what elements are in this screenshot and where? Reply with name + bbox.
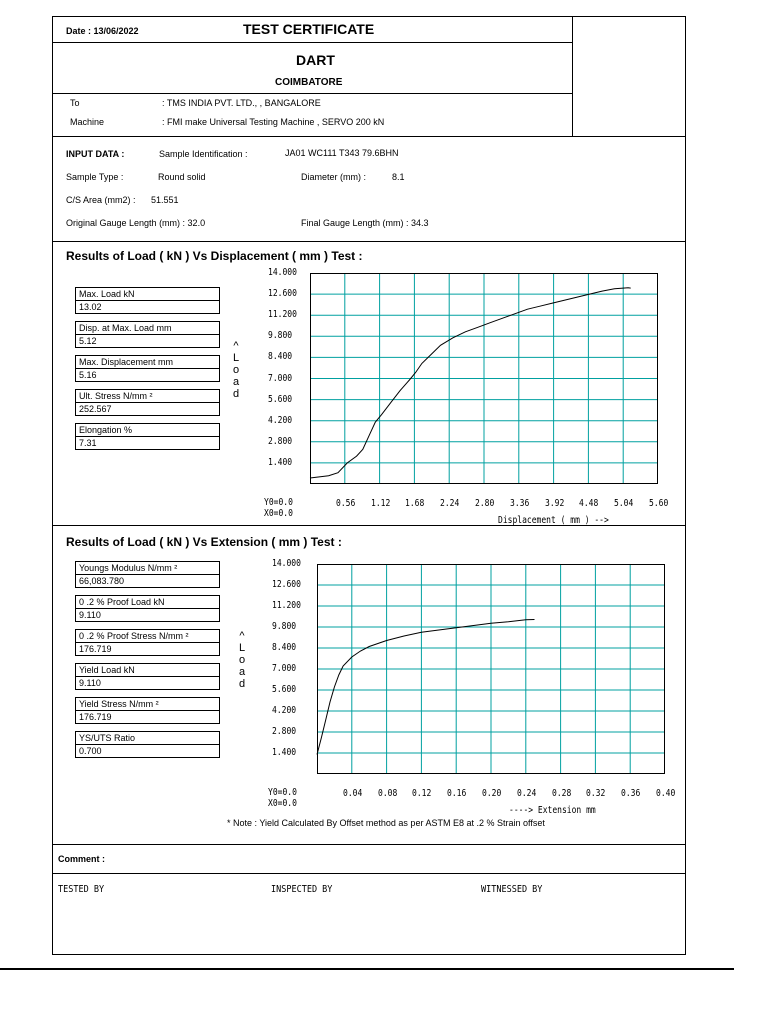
chart-svg bbox=[317, 564, 665, 774]
disp-result-value: 7.31 bbox=[79, 438, 97, 448]
x-tick-label: 5.60 bbox=[649, 498, 669, 509]
disp-result-box bbox=[75, 287, 220, 314]
sample-id-value: JA01 WC111 T343 79.6BHN bbox=[285, 148, 399, 158]
disp-result-value: 252.567 bbox=[79, 404, 112, 414]
disp-result-label: Ult. Stress N/mm ² bbox=[76, 390, 219, 403]
disp-result-value: 13.02 bbox=[79, 302, 102, 312]
y-tick-label: 14.000 bbox=[268, 267, 297, 278]
to-value: : TMS INDIA PVT. LTD., , BANGALORE bbox=[162, 98, 321, 108]
origin-label: X0=0.0 bbox=[264, 508, 293, 519]
frame-left bbox=[52, 16, 53, 954]
ext-result-label: 0 .2 % Proof Load kN bbox=[76, 596, 219, 609]
ext-result-value: 176.719 bbox=[79, 644, 112, 654]
x-tick-label: 0.24 bbox=[516, 788, 537, 799]
x-tick-label: 2.24 bbox=[440, 498, 460, 509]
x-tick-label: 3.36 bbox=[509, 498, 530, 509]
x-axis-label: Displacement ( mm ) --> bbox=[498, 515, 609, 526]
ext-result-value: 176.719 bbox=[79, 712, 112, 722]
sample-type-value: Round solid bbox=[158, 172, 206, 182]
y-tick-label: 4.200 bbox=[268, 414, 293, 426]
y-tick-label: 7.000 bbox=[268, 372, 293, 384]
cert-title: TEST CERTIFICATE bbox=[243, 21, 375, 37]
x-tick-label: 0.32 bbox=[586, 788, 606, 799]
x-tick-label: 0.40 bbox=[656, 788, 676, 799]
y-axis-label-letter: o bbox=[232, 364, 240, 376]
frame-bottom bbox=[52, 954, 686, 955]
header-line-3 bbox=[52, 136, 685, 137]
machine-label: Machine bbox=[70, 117, 105, 127]
org-city: COIMBATORE bbox=[275, 77, 343, 88]
y-tick-label: 9.800 bbox=[272, 621, 297, 632]
y-tick-label: 5.600 bbox=[272, 684, 297, 695]
x-tick-label: 4.48 bbox=[579, 498, 599, 509]
yield-note: * Note : Yield Calculated By Offset method as per ASTM E8 at .2 % Strain offset bbox=[227, 818, 545, 828]
x-tick-label: 0.04 bbox=[342, 788, 363, 799]
comment-label: Comment : bbox=[58, 854, 105, 864]
x-tick-label: 5.04 bbox=[614, 498, 634, 509]
witnessed-by: WITNESSED BY bbox=[481, 884, 543, 895]
y-tick-label: 1.400 bbox=[272, 747, 297, 758]
y-axis-label-letter: L bbox=[238, 642, 246, 654]
ext-result-value: 0.700 bbox=[79, 746, 102, 756]
x-tick-label: 0.12 bbox=[412, 788, 432, 799]
ext-result-label: Yield Load kN bbox=[76, 664, 219, 677]
y-tick-label: 12.600 bbox=[272, 579, 301, 590]
cs-area-value: 51.551 bbox=[151, 195, 179, 205]
header-line-2 bbox=[52, 93, 572, 94]
x-tick-label: 1.12 bbox=[370, 498, 390, 509]
inspected-by: INSPECTED BY bbox=[271, 884, 333, 895]
y-axis-label-letter: d bbox=[238, 678, 246, 690]
final-gauge-length: Final Gauge Length (mm) : 34.3 bbox=[301, 218, 429, 228]
x-tick-label: 3.92 bbox=[544, 498, 564, 509]
x-tick-label: 1.68 bbox=[405, 498, 425, 509]
ext-result-label: 0 .2 % Proof Stress N/mm ² bbox=[76, 630, 219, 643]
frame-top bbox=[52, 16, 685, 17]
x-tick-label: 0.20 bbox=[482, 788, 502, 799]
y-tick-label: 12.600 bbox=[268, 288, 297, 300]
y-tick-label: 11.200 bbox=[268, 309, 297, 321]
diameter-value: 8.1 bbox=[392, 172, 405, 182]
y-tick-label: 2.800 bbox=[272, 726, 297, 737]
y-tick-label: 8.400 bbox=[272, 642, 297, 653]
disp-result-label: Max. Displacement mm bbox=[76, 356, 219, 369]
x-axis-label: ----> Extension mm bbox=[509, 805, 596, 816]
y-axis-label-letter: a bbox=[232, 376, 240, 388]
y-axis-label-letter: L bbox=[232, 352, 240, 364]
section2-title: Results of Load ( kN ) Vs Extension ( mm ) Test : bbox=[66, 535, 342, 549]
diameter-label: Diameter (mm) : bbox=[301, 172, 366, 182]
ext-result-box bbox=[75, 663, 220, 690]
series-line bbox=[310, 288, 631, 478]
disp-result-box bbox=[75, 423, 220, 450]
cs-area-label: C/S Area (mm2) : bbox=[66, 195, 136, 205]
frame-right bbox=[685, 16, 686, 954]
ext-result-box bbox=[75, 731, 220, 758]
x-tick-label: 0.36 bbox=[621, 788, 641, 799]
disp-result-box bbox=[75, 321, 220, 348]
y-tick-label: 8.400 bbox=[268, 351, 293, 363]
disp-result-box bbox=[75, 355, 220, 382]
tested-by: TESTED BY bbox=[58, 884, 105, 895]
y-axis-label-letter: ^ bbox=[233, 340, 239, 352]
y-tick-label: 7.000 bbox=[272, 663, 297, 674]
disp-result-value: 5.12 bbox=[79, 336, 97, 346]
series-line bbox=[317, 620, 535, 755]
y-axis-label-letter: a bbox=[238, 666, 246, 678]
disp-result-label: Disp. at Max. Load mm bbox=[76, 322, 219, 335]
x-tick-label: 2.80 bbox=[475, 498, 495, 509]
y-tick-label: 2.800 bbox=[268, 435, 293, 447]
origin-label: Y0=0.0 bbox=[268, 787, 297, 798]
ext-result-label: YS/UTS Ratio bbox=[76, 732, 219, 745]
input-heading: INPUT DATA : bbox=[66, 149, 125, 159]
y-tick-label: 5.600 bbox=[268, 393, 293, 405]
y-axis-label-letter: ^ bbox=[239, 630, 245, 642]
x-tick-label: 0.16 bbox=[447, 788, 467, 799]
y-tick-label: 4.200 bbox=[272, 705, 297, 716]
y-axis-label-letter: d bbox=[232, 388, 240, 400]
header-right-divider bbox=[572, 16, 573, 136]
ext-result-box bbox=[75, 561, 220, 588]
x-tick-label: 0.56 bbox=[335, 498, 356, 509]
ext-result-label: Yield Stress N/mm ² bbox=[76, 698, 219, 711]
ext-result-value: 9.110 bbox=[79, 678, 101, 688]
ext-result-box bbox=[75, 697, 220, 724]
ext-result-box bbox=[75, 629, 220, 656]
y-tick-label: 11.200 bbox=[272, 600, 301, 611]
disp-result-label: Max. Load kN bbox=[76, 288, 219, 301]
y-tick-label: 1.400 bbox=[268, 456, 293, 468]
ext-result-value: 9.110 bbox=[79, 610, 101, 620]
disp-result-box bbox=[75, 389, 220, 416]
y-tick-label: 9.800 bbox=[268, 330, 293, 342]
chart-svg bbox=[310, 273, 658, 484]
header-line-1 bbox=[52, 42, 572, 43]
origin-label: X0=0.0 bbox=[268, 798, 297, 809]
ext-result-label: Youngs Modulus N/mm ² bbox=[76, 562, 219, 575]
x-tick-label: 0.08 bbox=[377, 788, 397, 799]
cert-date: Date : 13/06/2022 bbox=[66, 26, 139, 36]
comment-bottom-line bbox=[52, 873, 685, 874]
input-bottom-line bbox=[52, 241, 685, 242]
machine-value: : FMI make Universal Testing Machine , SERVO 200 kN bbox=[162, 117, 385, 127]
ext-result-value: 66,083.780 bbox=[79, 576, 125, 586]
y-tick-label: 14.000 bbox=[272, 558, 301, 569]
sample-type-label: Sample Type : bbox=[66, 172, 124, 182]
page-bottom-rule bbox=[0, 968, 734, 970]
disp-result-label: Elongation % bbox=[76, 424, 219, 437]
disp-result-value: 5.16 bbox=[79, 370, 97, 380]
section1-title: Results of Load ( kN ) Vs Displacement ( mm ) Test : bbox=[66, 249, 363, 263]
origin-label: Y0=0.0 bbox=[264, 497, 293, 508]
org-name: DART bbox=[296, 52, 335, 68]
to-label: To bbox=[70, 98, 80, 108]
x-tick-label: 0.28 bbox=[551, 788, 571, 799]
section2-bottom-line bbox=[52, 844, 685, 845]
ext-result-box bbox=[75, 595, 220, 622]
original-gauge-length: Original Gauge Length (mm) : 32.0 bbox=[66, 218, 206, 228]
sample-id-label: Sample Identification : bbox=[159, 149, 248, 159]
y-axis-label-letter: o bbox=[238, 654, 246, 666]
